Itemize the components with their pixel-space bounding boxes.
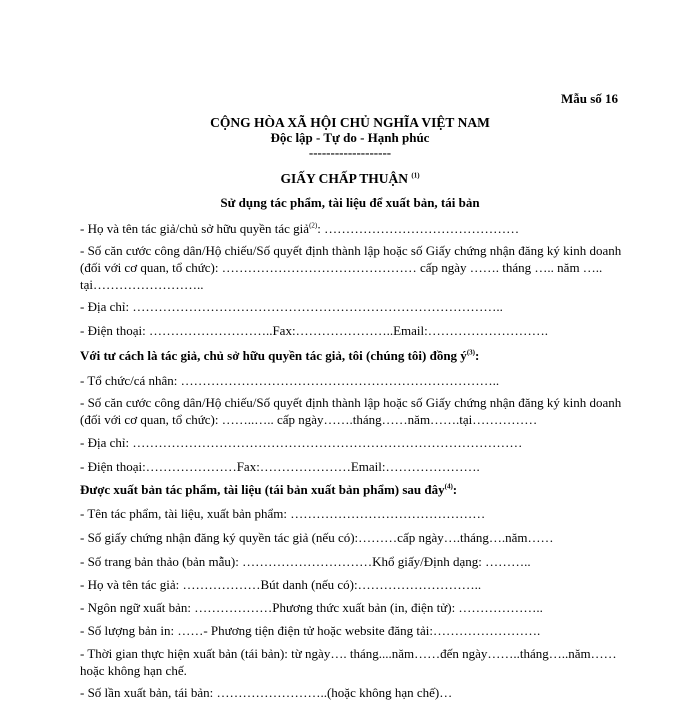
header-separator: ------------------- bbox=[308, 145, 392, 160]
publish-text: Được xuất bản tác phẩm, tài liệu (tái bản xuất bản phẩm) sau đây bbox=[80, 482, 445, 497]
field-copyright-cert: - Số giấy chứng nhận đăng ký quyền tác giả (nếu có):………cấp ngày….tháng….năm…… bbox=[80, 530, 554, 545]
field-author bbox=[80, 220, 625, 237]
field-quantity: - Số lượng bản in: ……- Phương tiện điện tử hoặc website đăng tải:……………………. bbox=[80, 623, 541, 638]
field-author-label: - Họ và tên tác giả/chủ sở hữu quyền tác giả bbox=[80, 221, 310, 236]
field-author-dots: : ……………………………………… bbox=[317, 221, 520, 236]
footnote-marker: (3) bbox=[466, 348, 475, 357]
publish-statement bbox=[80, 481, 625, 498]
capacity-text: Với tư cách là tác giả, chủ sở hữu quyền tác giả, tôi (chúng tôi) đồng ý bbox=[80, 348, 467, 363]
field-language: - Ngôn ngữ xuất bản: ………………Phương thức xuất bản (in, điện tử): ……………….. bbox=[80, 600, 543, 615]
footnote-marker: (1) bbox=[411, 171, 420, 180]
field-work-title: - Tên tác phẩm, tài liệu, xuất bản phẩm: ……………………………………… bbox=[80, 506, 486, 521]
field-page-count: - Số trang bản thảo (bản mẫu): …………………………Khổ giấy/Định dạng: ……….. bbox=[80, 554, 531, 569]
field-times: - Số lần xuất bản, tái bản: ……………………..(hoặc không hạn chế)… bbox=[80, 685, 453, 700]
field-address-1: - Địa chỉ: ………………………………………………………………………….. bbox=[80, 299, 503, 314]
field-address-2: - Địa chỉ: ……………………………………………………………………………… bbox=[80, 435, 523, 450]
footnote-marker: (2) bbox=[309, 221, 318, 230]
footnote-marker: (4) bbox=[444, 482, 453, 491]
field-organization: - Tổ chức/cá nhân: ……………………………………………………………….. bbox=[80, 373, 500, 388]
field-duration: - Thời gian thực hiện xuất bản (tái bản): từ ngày…. tháng....năm……đến ngày……..tháng…..năm…… hoặc không hạn chế. bbox=[80, 646, 617, 678]
field-id-number-1: - Số căn cước công dân/Hộ chiếu/Số quyết định thành lập hoặc số Giấy chứng nhận đăng ký kinh doanh (đối với cơ quan, tổ chức): ……………………………………… cấp ngày ……. tháng ….. năm ….. tại…………………….. bbox=[80, 243, 622, 292]
field-phone-2: - Điện thoại:…………………Fax:…………………Email:…………………. bbox=[80, 459, 480, 474]
document-title-text: GIẤY CHẤP THUẬN bbox=[280, 171, 412, 186]
document-subtitle: Sử dụng tác phẩm, tài liệu để xuất bản, tái bản bbox=[220, 195, 480, 210]
national-motto: Độc lập - Tự do - Hạnh phúc bbox=[270, 130, 430, 145]
national-title: CỘNG HÒA XÃ HỘI CHỦ NGHĨA VIỆT NAM bbox=[210, 115, 490, 130]
publish-colon: : bbox=[452, 482, 458, 497]
capacity-colon: : bbox=[474, 348, 480, 363]
field-author-name: - Họ và tên tác giả: ………………Bút danh (nếu có):……………………….. bbox=[80, 577, 482, 592]
document-title bbox=[0, 170, 700, 187]
field-id-number-2: - Số căn cước công dân/Hộ chiếu/Số quyết định thành lập hoặc số Giấy chứng nhận đăng ký kinh doanh (đối với cơ quan, tổ chức): ……..….. cấp ngày…….tháng……năm…….tại…………… bbox=[80, 395, 622, 427]
field-phone-1: - Điện thoại: ………………………..Fax:…………………..Email:………………………. bbox=[80, 323, 548, 338]
capacity-statement bbox=[80, 347, 625, 364]
form-number: Mẫu số 16 bbox=[560, 91, 618, 106]
